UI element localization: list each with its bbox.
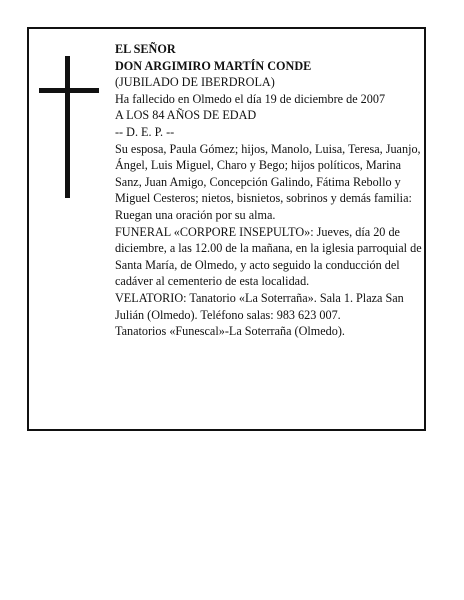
prayer-line: Ruegan una oración por su alma. xyxy=(115,207,276,222)
cross-vertical-bar xyxy=(65,56,70,198)
death-line: Ha fallecido en Olmedo el día 19 de diciembre de 2007 xyxy=(115,91,386,106)
cross-horizontal-bar xyxy=(39,88,99,93)
funeral-paragraph: FUNERAL «CORPORE INSEPULTO»: Jueves, día 20 de diciembre, a las 12.00 de la mañana, en la iglesia parroquial de Santa María, de Olmedo, y acto seguido la conducción del cadáver al cementerio de esta localidad. xyxy=(115,224,422,289)
occupation-line: (JUBILADO DE IBERDROLA) xyxy=(115,75,275,90)
notice-text xyxy=(115,41,423,340)
family-paragraph: Su esposa, Paula Gómez; hijos, Manolo, Luisa, Teresa, Juanjo, Ángel, Luis Miguel, Charo y Bego; hijos políticos, Marina Sanz, Juan Amigo, Concepción Galindo, Fátima Rebollo y Miguel Cesteros; nietos, bisnietos, sobrinos y demás familia: xyxy=(115,141,421,206)
rip-line: -- D. E. P. -- xyxy=(115,124,175,139)
funeral-home-line: Tanatorios «Funescal»-La Soterraña (Olmedo). xyxy=(115,324,345,339)
notice-heading-title: EL SEÑOR xyxy=(115,42,176,56)
deceased-name: DON ARGIMIRO MARTÍN CONDE xyxy=(115,58,312,73)
cross-icon xyxy=(39,56,99,198)
obituary-notice xyxy=(27,27,426,431)
wake-paragraph: VELATORIO: Tanatorio «La Soterraña». Sala 1. Plaza San Julián (Olmedo). Teléfono salas: 983 623 007. xyxy=(115,290,404,322)
age-line: A LOS 84 AÑOS DE EDAD xyxy=(115,108,257,123)
